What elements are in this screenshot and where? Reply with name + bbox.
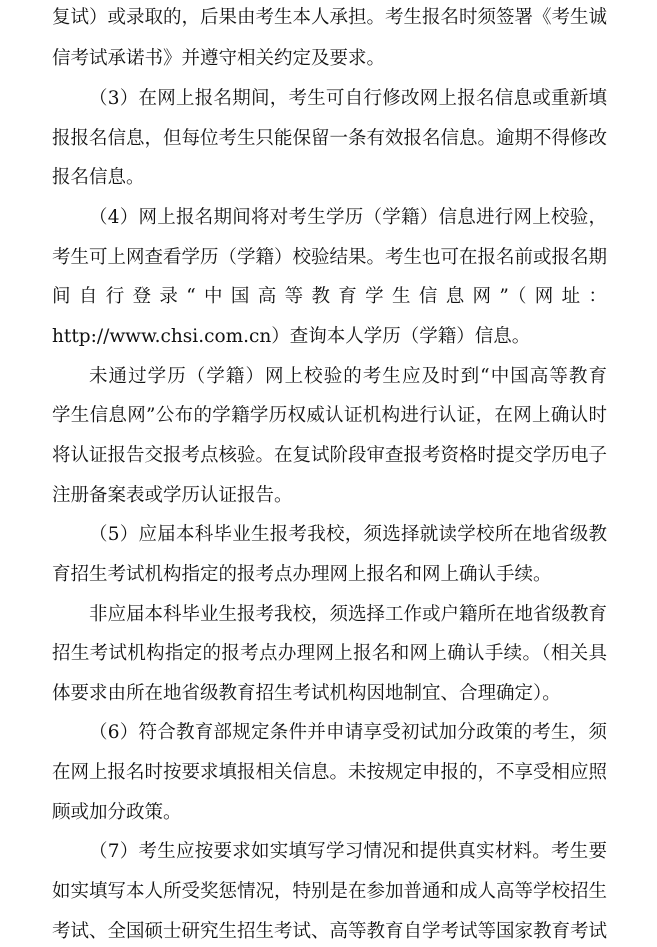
text-line: 未通过学历（学籍）网上校验的考生应及时到“中国高等教育 bbox=[89, 366, 607, 387]
text-line: 如实填写本人所受奖惩情况，特别是在参加普通和成人高等学校招生 bbox=[52, 881, 608, 902]
text-line: 注册备案表或学历认证报告。 bbox=[52, 485, 293, 506]
text-line: 体要求由所在地省级教育招生考试机构因地制宜、合理确定）。 bbox=[52, 683, 561, 704]
text-line: 在网上报名时按要求填报相关信息。未按规定申报的，不享受相应照 bbox=[52, 762, 608, 783]
text-line: （7）考生应按要求如实填写学习情况和提供真实材料。考生要 bbox=[89, 841, 607, 862]
text-line: 非应届本科毕业生报考我校，须选择工作或户籍所在地省级教育 bbox=[89, 604, 608, 625]
text-line: 复试）或录取的，后果由考生本人承担。考生报名时须签署《考生诚 bbox=[52, 7, 608, 28]
text-line: 报名信息。 bbox=[52, 167, 145, 188]
text-line: 育招生考试机构指定的报考点办理网上报名和网上确认手续。 bbox=[52, 564, 552, 585]
text-line: 招生考试机构指定的报考点办理网上报名和网上确认手续。（相关具 bbox=[52, 643, 607, 664]
text-line: 学生信息网”公布的学籍学历权威认证机构进行认证，在网上确认时 bbox=[52, 405, 607, 426]
text-line: 间自行登录“中国高等教育学生信息网”（网址： bbox=[52, 286, 607, 307]
text-line: （4）网上报名期间将对考生学历（学籍）信息进行网上校验， bbox=[89, 207, 607, 228]
text-line: 报报名信息，但每位考生只能保留一条有效报名信息。逾期不得修改 bbox=[52, 128, 608, 149]
text-line: （6）符合教育部规定条件并申请享受初试加分政策的考生，须 bbox=[89, 722, 607, 743]
text-line: （3）在网上报名期间，考生可自行修改网上报名信息或重新填 bbox=[89, 88, 607, 109]
text-line: 考生可上网查看学历（学籍）校验结果。考生也可在报名前或报名期 bbox=[52, 247, 608, 268]
text-line: 将认证报告交报考点核验。在复试阶段审查报考资格时提交学历电子 bbox=[52, 445, 608, 466]
text-line: http://www.chsi.com.cn）查询本人学历（学籍）信息。 bbox=[52, 326, 531, 347]
text-line: 信考试承诺书》并遵守相关约定及要求。 bbox=[52, 48, 386, 69]
text-line: 考试、全国硕士研究生招生考试、高等教育自学考试等国家教育考试 bbox=[52, 921, 608, 942]
text-line: （5）应届本科毕业生报考我校，须选择就读学校所在地省级教 bbox=[89, 524, 607, 545]
text-line: 顾或加分政策。 bbox=[52, 802, 182, 823]
